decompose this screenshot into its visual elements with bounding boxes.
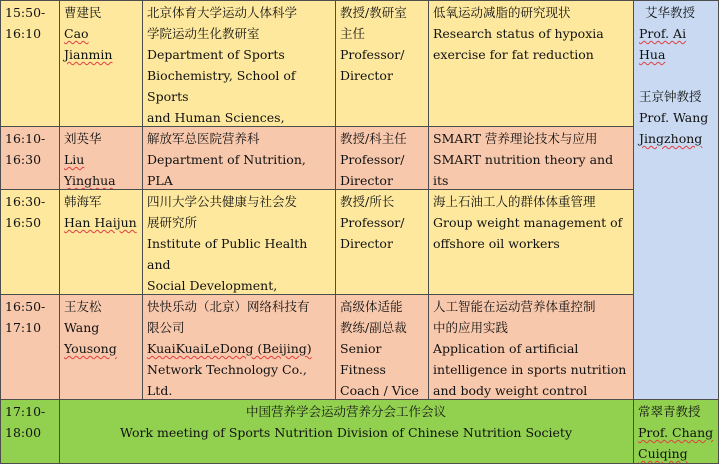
topic-line: offshore oil workers bbox=[433, 236, 560, 251]
topic-line: 中的应用实践 bbox=[433, 320, 509, 335]
chair-line: Cuiqing bbox=[638, 446, 688, 461]
speaker-en: Han Haijun bbox=[64, 215, 137, 230]
title-line: Director bbox=[340, 68, 393, 83]
row-4-organization bbox=[142, 294, 335, 399]
topic-line: Research status of hypoxia bbox=[433, 26, 604, 41]
org-line: 学院运动生化教研室 bbox=[147, 26, 260, 41]
title-line: 教练/副总裁 bbox=[340, 320, 407, 335]
title-line: Director bbox=[340, 173, 393, 188]
row-4-time bbox=[0, 294, 59, 399]
time-start: 15:50- bbox=[5, 5, 46, 20]
row-2-time bbox=[0, 126, 59, 189]
org-line: 四川大学公共健康与社会发 bbox=[147, 194, 298, 209]
time-end: 16:30 bbox=[5, 152, 42, 167]
grid-line bbox=[0, 399, 719, 400]
grid-line bbox=[0, 0, 719, 1]
row-1-speaker bbox=[59, 0, 142, 126]
speaker-cn: 曹建民 bbox=[64, 5, 102, 20]
row-3-topic bbox=[428, 189, 633, 294]
row-1-title bbox=[335, 0, 428, 126]
title-line: 教授/科主任 bbox=[340, 131, 407, 146]
topic-line: Group weight management of bbox=[433, 215, 623, 230]
row-4-speaker bbox=[59, 294, 142, 399]
speaker-cn: 王友松 bbox=[64, 299, 102, 314]
row-3-speaker bbox=[59, 189, 142, 294]
session-chairs bbox=[633, 0, 719, 399]
grid-line bbox=[59, 0, 60, 464]
grid-line bbox=[633, 0, 634, 464]
chair-line: Prof. Ai bbox=[639, 26, 687, 41]
grid-line bbox=[335, 0, 336, 399]
org-line: 北京体育大学运动人体科学 bbox=[147, 5, 298, 20]
chair-line: 王京钟教授 bbox=[639, 89, 702, 104]
row-3-time bbox=[0, 189, 59, 294]
org-line: 展研究所 bbox=[147, 215, 198, 230]
chair-line: 艾华教授 bbox=[645, 5, 696, 20]
topic-line: and body weight control bbox=[433, 383, 588, 398]
topic-line: Application of artificial bbox=[433, 341, 579, 356]
topic-line: 海上石油工人的群体体重管理 bbox=[433, 194, 596, 209]
org-line: Institute of Public Health and bbox=[147, 236, 308, 272]
time-end: 18:00 bbox=[5, 425, 42, 440]
org-line: Department of Sports bbox=[147, 47, 285, 62]
chair-line: Prof. Chang bbox=[638, 425, 714, 440]
title-line: 高级体适能 bbox=[340, 299, 403, 314]
meeting-title-cn: 中国营养学会运动营养分会工作会议 bbox=[245, 404, 446, 419]
time-start: 16:30- bbox=[5, 194, 46, 209]
meeting-chair bbox=[633, 399, 719, 464]
grid-line bbox=[0, 0, 1, 464]
grid-line bbox=[142, 0, 143, 399]
row-3-title bbox=[335, 189, 428, 294]
row-1-time bbox=[0, 0, 59, 126]
chair-line: Jingzhong bbox=[639, 131, 703, 146]
time-end: 17:10 bbox=[5, 320, 42, 335]
chair-line: Hua bbox=[639, 47, 666, 62]
title-line: Professor/ bbox=[340, 47, 405, 62]
title-line: Director bbox=[340, 236, 393, 251]
chair-line: 常翠青教授 bbox=[638, 404, 701, 419]
title-line: 教授/教研室 bbox=[340, 5, 407, 20]
org-line: Network Technology Co., Ltd. bbox=[147, 362, 307, 398]
meeting-title bbox=[59, 399, 633, 464]
time-start: 16:10- bbox=[5, 131, 46, 146]
time-start: 16:50- bbox=[5, 299, 46, 314]
row-4-title bbox=[335, 294, 428, 399]
org-line: 快快乐动（北京）网络科技有 bbox=[147, 299, 310, 314]
title-line: Coach / Vice bbox=[340, 383, 419, 398]
org-line: KuaiKuaiLeDong (Beijing) bbox=[147, 341, 312, 356]
speaker-en: Yousong bbox=[64, 341, 117, 356]
org-line: 限公司 bbox=[147, 320, 185, 335]
speaker-cn: 刘英华 bbox=[64, 131, 102, 146]
topic-line: exercise for fat reduction bbox=[433, 47, 594, 62]
grid-line bbox=[0, 126, 633, 127]
org-line: Social Development, bbox=[147, 278, 278, 293]
topic-line: intelligence in sports nutrition bbox=[433, 362, 627, 377]
org-line: Department of Nutrition, PLA bbox=[147, 152, 306, 188]
time-end: 16:10 bbox=[5, 26, 42, 41]
topic-line: SMART nutrition theory and its bbox=[433, 152, 614, 188]
row-3-organization bbox=[142, 189, 335, 294]
row-2-title bbox=[335, 126, 428, 189]
speaker-en: Cao Jianmin bbox=[64, 26, 113, 62]
title-line: 主任 bbox=[340, 26, 366, 41]
speaker-en: Liu Yinghua bbox=[64, 152, 116, 188]
org-line: Biochemistry, School of Sports bbox=[147, 68, 296, 104]
org-line: and Human Sciences, bbox=[147, 110, 285, 125]
topic-line: 人工智能在运动营养体重控制 bbox=[433, 299, 596, 314]
title-line: 教授/所长 bbox=[340, 194, 395, 209]
topic-line: SMART 营养理论技术与应用 bbox=[433, 131, 598, 146]
row-2-organization bbox=[142, 126, 335, 189]
chair-line: Prof. Wang bbox=[639, 110, 709, 125]
topic-line: 低氧运动减脂的研究现状 bbox=[433, 5, 571, 20]
grid-line bbox=[428, 0, 429, 399]
row-1-topic bbox=[428, 0, 633, 126]
speaker-cn: 韩海军 bbox=[64, 194, 102, 209]
chair-spacer bbox=[639, 65, 715, 86]
meeting-time bbox=[0, 399, 59, 464]
grid-line bbox=[0, 294, 633, 295]
speaker-en: Wang bbox=[64, 320, 100, 335]
meeting-title-en: Work meeting of Sports Nutrition Division of Chinese Nutrition Society bbox=[119, 425, 573, 440]
org-line: 解放军总医院营养科 bbox=[147, 131, 260, 146]
grid-line bbox=[0, 189, 633, 190]
row-2-topic bbox=[428, 126, 633, 189]
row-2-speaker bbox=[59, 126, 142, 189]
row-1-organization bbox=[142, 0, 335, 126]
title-line: Senior Fitness bbox=[340, 341, 386, 377]
row-4-topic bbox=[428, 294, 633, 399]
time-end: 16:50 bbox=[5, 215, 42, 230]
title-line: Professor/ bbox=[340, 152, 405, 167]
time-start: 17:10- bbox=[5, 404, 46, 419]
title-line: Professor/ bbox=[340, 215, 405, 230]
